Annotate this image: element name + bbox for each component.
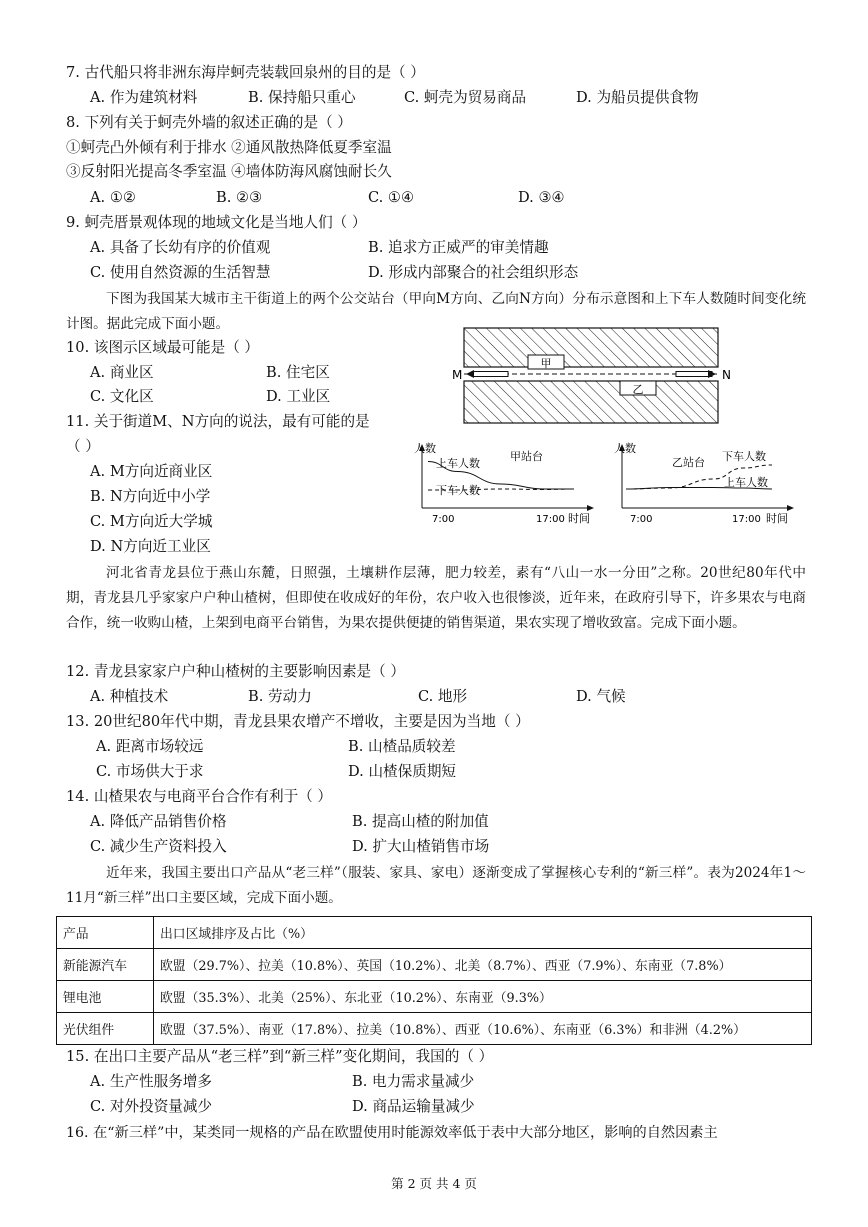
q7-option-c[interactable]: C. 蚵壳为贸易商品 [404,89,527,106]
q8-statement: ③反射阳光提高冬季室温 ④墙体防海风腐蚀耐长久 [66,163,392,180]
table-row [57,981,812,1013]
q14-option-a[interactable]: A. 降低产品销售价格 [90,813,227,830]
q10-option-c[interactable]: C. 文化区 [90,388,154,405]
q15-option-a[interactable]: A. 生产性服务增多 [90,1073,212,1090]
q15-option-c[interactable]: C. 对外投资量减少 [90,1098,213,1115]
q12-option-c[interactable]: C. 地形 [418,688,468,705]
x-axis-label: 时间 [568,512,590,525]
street-map-figure [448,324,738,430]
q9-option-c[interactable]: C. 使用自然资源的生活智慧 [90,264,271,281]
q9-option-a[interactable]: A. 具备了长幼有序的价值观 [90,239,271,256]
q9-option-b[interactable]: B. 追求方正威严的审美情趣 [368,239,549,256]
table-cell-product: 光伏组件 [57,1013,154,1045]
chart-title: 乙站台 [672,456,705,469]
chart-jia-station [410,438,600,530]
q13-stem: 13. 20世纪80年代中期，青龙县果农增产不增收，主要是因为当地（ ） [66,713,530,730]
lane-box-left [472,372,508,377]
block-north [464,328,718,367]
x-tick-label: 17:00 [732,514,761,525]
x-tick-label: 7:00 [630,514,653,525]
q16-stem: 16. 在“新三样”中，某类同一规格的产品在欧盟使用时能源效率低于表中大部分地区，影响的自然因素主 [66,1125,718,1141]
label-n: N [722,368,731,382]
q15-option-d[interactable]: D. 商品运输量减少 [352,1098,475,1115]
q11-stem: 11. 关于街道M、N方向的说法，最有可能的是 [66,413,370,430]
series-label: 上车人数 [436,457,480,470]
series-label: 下车人数 [722,450,766,463]
label-m: M [452,368,463,382]
q7-option-a[interactable]: A. 作为建筑材料 [90,89,198,106]
q11-answer-paren: （ ） [66,438,100,455]
table-cell-regions: 欧盟（37.5%）、南亚（17.8%）、拉美（10.8%）、西亚（10.6%）、东南亚（6.3%）和非洲（4.2%） [154,1013,812,1045]
page-footer: 第 2 页 共 4 页 [391,1176,477,1191]
q8-option-a[interactable]: A. ①② [90,189,136,206]
x-axis-label: 时间 [766,512,788,525]
q7-option-d[interactable]: D. 为船员提供食物 [576,89,699,106]
lane-box-right [676,372,712,377]
series-label: 上车人数 [724,476,768,489]
q14-stem: 14. 山楂果农与电商平台合作有利于（ ） [66,788,332,805]
intro-new-three: 近年来，我国主要出口产品从“老三样”（服装、家具、家电）逐渐变成了掌握核心专利的“新三样”。表为2024年1～11月“新三样”出口主要区域，完成下面小题。 [66,865,806,906]
q12-stem: 12. 青龙县家家户户种山楂树的主要影响因素是（ ） [66,663,405,680]
q13-option-d[interactable]: D. 山楂保质期短 [348,763,457,780]
q10-option-b[interactable]: B. 住宅区 [266,364,330,381]
q12-option-d[interactable]: D. 气候 [576,688,626,705]
q7-stem: 7. 古代船只将非洲东海岸蚵壳装载回泉州的目的是（ ） [66,64,425,81]
q9-option-d[interactable]: D. 形成内部聚合的社会组织形态 [368,264,579,281]
chart-title: 甲站台 [510,450,543,463]
export-table [56,916,812,1045]
table-header-cell: 出口区域排序及占比（%） [154,917,812,949]
x-tick-label: 17:00 [536,514,565,525]
intro-qinglong: 河北省青龙县位于燕山东麓，日照强，土壤耕作层薄，肥力较差，素有“八山一水一分田”之称。20世纪80年代中期，青龙县几乎家家户户种山楂树，但即使在收成好的年份，农户收入也很惨淡，近年来，在政府引导下，许多果农与电商合作，统一收购山楂，上架到电商平台销售，为果农提供便捷的销售渠道，果农实现了增收致富。完成下面小题。 [66,565,806,631]
q14-option-d[interactable]: D. 扩大山楂销售市场 [352,838,490,855]
chart-yi-station [610,438,800,530]
stop-yi-label: 乙 [632,383,644,396]
arrow-m-icon [466,370,474,378]
series-label: 下车人数 [436,484,480,497]
q8-option-c[interactable]: C. ①④ [368,189,415,206]
q14-option-c[interactable]: C. 减少生产资料投入 [90,838,227,855]
block-south [464,381,718,423]
x-axis-arrow [787,505,794,511]
table-cell-product: 新能源汽车 [57,949,154,981]
table-row [57,949,812,981]
y-axis-label: 人数 [414,442,436,455]
table-cell-regions: 欧盟（29.7%）、拉美（10.8%）、英国（10.2%）、北美（8.7%）、西亚（7.9%）、东南亚（7.8%） [154,949,812,981]
q10-option-d[interactable]: D. 工业区 [266,388,331,405]
table-header-row [57,917,812,949]
q8-stem: 8. 下列有关于蚵壳外墙的叙述正确的是（ ） [66,114,352,131]
q13-option-b[interactable]: B. 山楂品质较差 [348,738,456,755]
stop-jia-label: 甲 [540,357,552,370]
q15-stem: 15. 在出口主要产品从“老三样”到“新三样”变化期间，我国的（ ） [66,1048,494,1065]
q10-stem: 10. 该图示区域最可能是（ ） [66,339,260,356]
table-row [57,1013,812,1045]
q11-option-a[interactable]: A. M方向近商业区 [90,463,213,480]
q14-option-b[interactable]: B. 提高山楂的附加值 [352,813,489,830]
q10-option-a[interactable]: A. 商业区 [90,364,154,381]
q8-statement: ①蚵壳凸外倾有利于排水 ②通风散热降低夏季室温 [66,139,392,156]
q7-option-b[interactable]: B. 保持船只重心 [248,89,356,106]
q15-option-b[interactable]: B. 电力需求量减少 [352,1073,475,1090]
q11-option-c[interactable]: C. M方向近大学城 [90,513,213,530]
table-cell-product: 锂电池 [57,981,154,1013]
q11-option-b[interactable]: B. N方向近中小学 [90,488,211,505]
x-axis-arrow [587,505,594,511]
intro-bus-stops: 下图为我国某大城市主干街道上的两个公交站台（甲向M方向、乙向N方向）分布示意图和上下车人数随时间变化统计图。据此完成下面小题。 [66,291,806,332]
q13-option-a[interactable]: A. 距离市场较远 [96,738,204,755]
q11-option-d[interactable]: D. N方向近工业区 [90,538,211,555]
q9-stem: 9. 蚵壳厝景观体现的地域文化是当地人们（ ） [66,214,367,231]
q13-option-c[interactable]: C. 市场供大于求 [96,763,204,780]
y-axis-label: 人数 [614,442,636,455]
q8-option-d[interactable]: D. ③④ [518,189,565,206]
q8-option-b[interactable]: B. ②③ [216,189,263,206]
q12-option-a[interactable]: A. 种植技术 [90,688,169,705]
table-cell-regions: 欧盟（35.3%）、北美（25%）、东北亚（10.2%）、东南亚（9.3%） [154,981,812,1013]
table-header-cell: 产品 [57,917,154,949]
x-tick-label: 7:00 [432,514,455,525]
q12-option-b[interactable]: B. 劳动力 [248,688,312,705]
